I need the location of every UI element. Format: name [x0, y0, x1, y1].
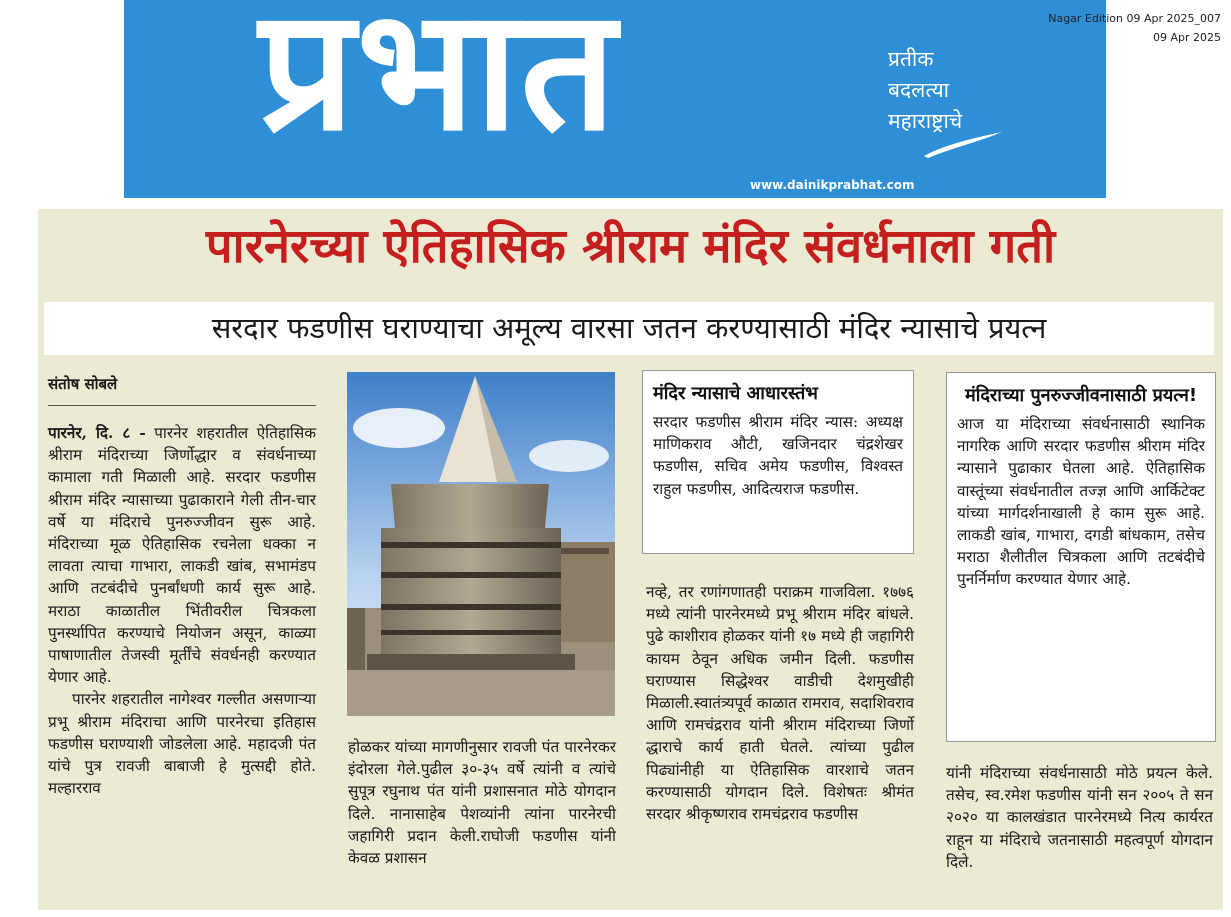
edition-date: 09 Apr 2025	[1152, 31, 1221, 44]
paragraph-text: पारनेर शहरातील ऐतिहासिक श्रीराम मंदिराच्या जिर्णोद्धार व संवर्धनाच्या कामाला गती मिळाली आहे. सरदार फडणीस श्रीराम मंदिर न्यासाच्या पुढाकाराने गेली तीन-चार वर्षे या मंदिराचे पुनरुज्जीवन सुरू आहे. मंदिराच्या मूळ ऐतिहासिक रचनेला धक्का न लावता त्याचा गाभारा, लाकडी खांब, सभामंडप आणि तटबंदीचे पुनर्बांधणी कार्य सुरू आहे. मराठा काळातील भिंतीवरील चित्रकला पुनर्स्थापित करण्याचे नियोजन असून, काळ्या पाषाणातील तेजस्वी मूर्तींचे संवर्धनही करण्यात येणार आहे.	[48, 424, 316, 687]
tagline-line: महाराष्ट्राचे	[888, 109, 963, 133]
article-paragraph: नव्हे, तर रणांगणातही पराक्रम गाजविला. १७७६ मध्ये त्यांनी पारनेरमध्ये प्रभू श्रीराम मंदिर बांधले. पुढे काशीराव होळकर यांनी १७ मध्ये ही जहागिरी कायम ठेवून अधिक जमीन दिली. फडणीस घराण्यास सिद्धेश्वर वाडीची देशमुखीही मिळाली.स्वातंत्र्यपूर्व काळात रामराव, सदाशिवराव आणि रामचंद्रराव यांनी श्रीराम मंदिराच्या जिर्णो द्धाराचे कार्य हाती घेतले. त्यांच्या पुढील पिढ्यांनीही या ऐतिहासिक वारशाचे जतन करण्यासाठी योगदान दिले. विशेषतः श्रीमंत सरदार श्रीकृष्णराव रामचंद्रराव फडणीस	[646, 583, 914, 824]
info-box-body: सरदार फडणीस श्रीराम मंदिर न्यास: अध्यक्ष माणिकराव औटी, खजिनदार चंद्रशेखर फडणीस, सचिव अमेय फडणीस, विश्वस्त राहुल फडणीस, आदित्यराज फडणीस.	[653, 413, 903, 498]
website-url: www.dainikprabhat.com	[750, 178, 915, 192]
newspaper-logo: प्रभात	[259, 0, 618, 168]
edition-info	[1048, 9, 1221, 47]
article-subheadline: सरदार फडणीस घराण्याचा अमूल्य वारसा जतन करण्यासाठी मंदिर न्यासाचे प्रयत्न	[44, 302, 1214, 355]
article-paragraph	[48, 422, 316, 688]
byline: संतोष सोबले	[48, 375, 118, 393]
masthead-tagline	[888, 44, 962, 137]
temple-image-icon	[347, 372, 615, 716]
info-box-title: मंदिराच्या पुनरुज्जीवनासाठी प्रयत्न!	[964, 385, 1198, 406]
article-paragraph: होळकर यांच्या मागणीनुसार रावजी पंत पारनेरकर इंदोरला गेले.पुढील ३०-३५ वर्षे त्यांनी व त्यांचे सुपूत्र रघुनाथ पंत यांनी प्रशासनात मोठे योगदान दिले. नानासाहेब पेशव्यांनी त्यांना पारनेरची जहागिरी प्रदान केली.राघोजी फडणीस यांनी केवळ प्रशासन	[348, 738, 616, 868]
article-headline: पारनेरच्या ऐतिहासिक श्रीराम मंदिर संवर्धनाला गती	[205, 219, 1056, 274]
info-box-title: मंदिर न्यासाचे आधारस्तंभ	[653, 383, 818, 404]
article-column-2	[348, 736, 616, 869]
article-column-3	[646, 581, 914, 825]
byline-divider	[48, 405, 316, 406]
swoosh-icon	[922, 130, 1004, 160]
info-box-restoration	[946, 372, 1216, 742]
info-box-trustees	[642, 370, 914, 554]
dateline: पारनेर, दि. ८ -	[48, 424, 146, 442]
temple-photo	[347, 372, 615, 716]
info-box-body: आज या मंदिराच्या संवर्धनासाठी स्थानिक नागरिक आणि सरदार फडणीस श्रीराम मंदिर न्यासाने पुढाकार घेतला आहे. ऐतिहासिक वास्तूंच्या संवर्धनातील तज्ज्ञ आणि आर्किटेक्ट यांच्या मार्गदर्शनाखाली हे काम सुरू आहे. लाकडी खांब, गाभारा, दगडी बांधकाम, तसेच मराठा शैलीतील चित्रकला आणि तटबंदीचे पुनर्निर्माण करण्यात येणार आहे.	[957, 415, 1205, 589]
article-paragraph: यांनी मंदिराच्या संवर्धनासाठी मोठे प्रयत्न केले. तसेच, स्व.रमेश फडणीस यांनी सन २००५ ते सन २०२० या कालखंडात पारनेरमध्ये नित्य कार्यरत राहून या मंदिराचे जतनासाठी महत्वपूर्ण योगदान दिले.	[946, 764, 1213, 871]
tagline-line: प्रतीक	[888, 47, 934, 71]
edition-name: Nagar Edition 09 Apr 2025_007	[1048, 12, 1221, 25]
masthead-banner	[124, 0, 1106, 198]
tagline-line: बदलत्या	[888, 78, 950, 102]
article-clipping	[38, 209, 1223, 910]
article-column-4	[946, 762, 1213, 873]
article-column-1	[48, 422, 316, 799]
article-paragraph: पारनेर शहरातील नागेश्वर गल्लीत असणाऱ्या प्रभू श्रीराम मंदिराचा आणि पारनेरचा इतिहास फडणीस घराण्याशी जोडलेला आहे. महादजी पंत यांचे पुत्र रावजी बाबाजी हे मुत्सद्दी होते. मल्हारराव	[48, 690, 316, 798]
